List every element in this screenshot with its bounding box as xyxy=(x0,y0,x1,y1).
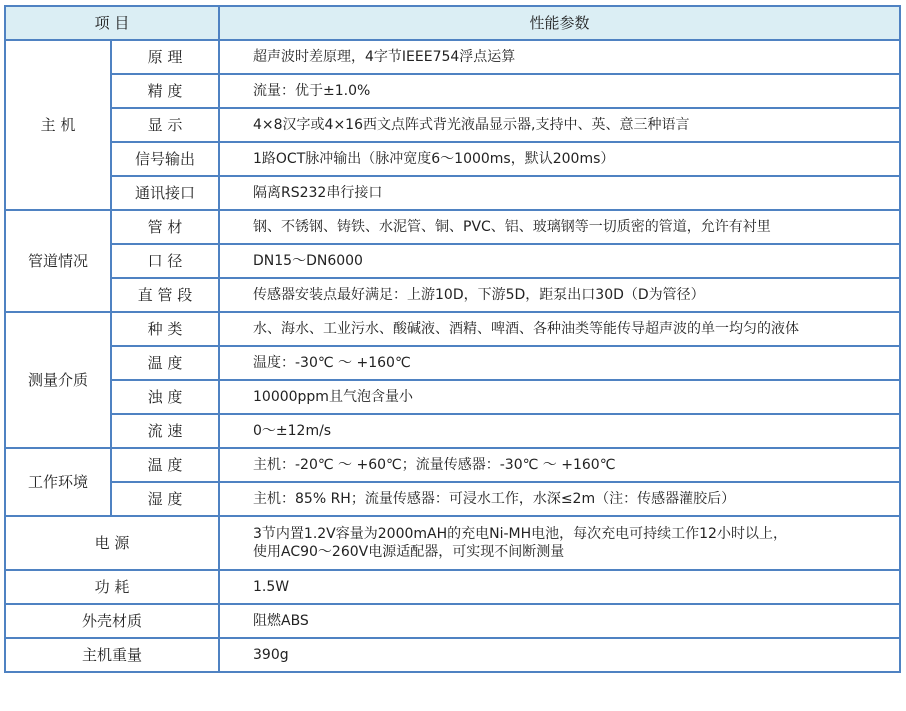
table-row xyxy=(5,604,900,638)
row-value-weight: 390g xyxy=(219,638,900,672)
row-value: 传感器安装点最好满足：上游10D，下游5D，距泵出口30D（D为管径） xyxy=(219,278,900,312)
row-value: 10000ppm且气泡含量小 xyxy=(219,380,900,414)
row-item: 管 材 xyxy=(111,210,219,244)
row-item: 湿 度 xyxy=(111,482,219,516)
row-item-weight: 主机重量 xyxy=(5,638,219,672)
table-row xyxy=(5,570,900,604)
table-row xyxy=(5,278,900,312)
row-value: 隔离RS232串行接口 xyxy=(219,176,900,210)
table-row xyxy=(5,176,900,210)
power-line-1: 3节内置1.2V容量为2000mAH的充电Ni-MH电池，每次充电可持续工作12小时以上， xyxy=(253,526,787,542)
row-value: 4×8汉字或4×16西文点阵式背光液晶显示器,支持中、英、意三种语言 xyxy=(219,108,900,142)
row-item: 信号输出 xyxy=(111,142,219,176)
row-item: 直 管 段 xyxy=(111,278,219,312)
row-item: 口 径 xyxy=(111,244,219,278)
table-row xyxy=(5,380,900,414)
power-line-2: 使用AC90～260V电源适配器，可实现不间断测量 xyxy=(253,544,565,560)
header-item: 项 目 xyxy=(5,6,219,40)
row-item: 显 示 xyxy=(111,108,219,142)
row-item: 浊 度 xyxy=(111,380,219,414)
table-row xyxy=(5,210,900,244)
table-row xyxy=(5,244,900,278)
row-item-consumption: 功 耗 xyxy=(5,570,219,604)
row-value: 水、海水、工业污水、酸碱液、酒精、啤酒、各种油类等能传导超声波的单一均匀的液体 xyxy=(219,312,900,346)
row-item-power: 电 源 xyxy=(5,516,219,570)
row-item: 种 类 xyxy=(111,312,219,346)
row-item: 温 度 xyxy=(111,346,219,380)
row-value: 1路OCT脉冲输出（脉冲宽度6～1000ms，默认200ms） xyxy=(219,142,900,176)
row-value-power xyxy=(219,516,900,570)
row-value: 钢、不锈钢、铸铁、水泥管、铜、PVC、铝、玻璃钢等一切质密的管道，允许有衬里 xyxy=(219,210,900,244)
group-label-host: 主 机 xyxy=(5,40,111,210)
row-value: DN15～DN6000 xyxy=(219,244,900,278)
row-item-housing: 外壳材质 xyxy=(5,604,219,638)
row-value-consumption: 1.5W xyxy=(219,570,900,604)
row-value: 0～±12m/s xyxy=(219,414,900,448)
group-label-medium: 测量介质 xyxy=(5,312,111,448)
table-row xyxy=(5,448,900,482)
spec-table xyxy=(4,5,901,673)
table-row xyxy=(5,74,900,108)
row-value-housing: 阻燃ABS xyxy=(219,604,900,638)
row-item: 精 度 xyxy=(111,74,219,108)
header-params: 性能参数 xyxy=(219,6,900,40)
row-value: 主机：85% RH；流量传感器：可浸水工作，水深≤2m（注：传感器灌胶后） xyxy=(219,482,900,516)
group-label-pipe: 管道情况 xyxy=(5,210,111,312)
row-item: 温 度 xyxy=(111,448,219,482)
table-row xyxy=(5,108,900,142)
row-value: 流量：优于±1.0% xyxy=(219,74,900,108)
row-item: 原 理 xyxy=(111,40,219,74)
table-row xyxy=(5,516,900,570)
row-value: 主机：-20℃ ～ +60℃；流量传感器：-30℃ ～ +160℃ xyxy=(219,448,900,482)
group-label-environment: 工作环境 xyxy=(5,448,111,516)
table-row xyxy=(5,142,900,176)
table-row xyxy=(5,414,900,448)
table-row xyxy=(5,346,900,380)
table-row xyxy=(5,40,900,74)
table-row xyxy=(5,312,900,346)
row-value: 温度：-30℃ ～ +160℃ xyxy=(219,346,900,380)
row-item: 通讯接口 xyxy=(111,176,219,210)
row-value: 超声波时差原理，4字节IEEE754浮点运算 xyxy=(219,40,900,74)
header-row xyxy=(5,6,900,40)
table-row xyxy=(5,638,900,672)
row-item: 流 速 xyxy=(111,414,219,448)
table-row xyxy=(5,482,900,516)
